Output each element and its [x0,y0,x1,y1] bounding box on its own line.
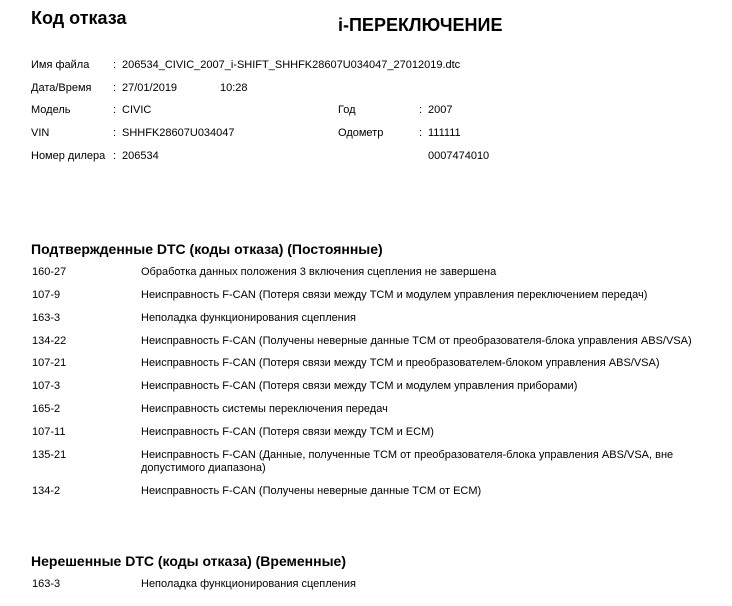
model-colon: : [113,104,117,116]
time-value: 10:28 [220,82,248,94]
dtc-code: 135-21 [32,449,67,461]
dtc-description: Неполадка функционирования сцепления [141,312,356,324]
year-colon: : [419,104,423,116]
dtc-code: 163-3 [32,578,61,590]
pending-dtc-heading: Нерешенные DTC (коды отказа) (Временные) [31,553,346,569]
odometer-value: 111111 [428,127,461,139]
confirmed-dtc-heading: Подтвержденные DTC (коды отказа) (Постоянные) [31,241,383,257]
file-value: 206534_CIVIC_2007_i-SHIFT_SHHFK28607U034047_27012019.dtc [122,59,461,71]
dtc-code: 134-22 [32,335,67,347]
system-title: i-ПЕРЕКЛЮЧЕНИЕ [338,15,503,35]
dtc-description: Неисправность F-CAN (Данные, полученные TCM от преобразователя-блока управления ABS/VSA, вне допустимого диапазона) [141,449,674,474]
dealer-label: Номер дилера [31,150,106,162]
dtc-code: 107-3 [32,380,61,392]
dtc-code: 165-2 [32,403,61,415]
year-label: Год [338,104,356,116]
vin-label: VIN [31,127,50,139]
dtc-code: 107-21 [32,357,67,369]
dtc-description: Неисправность системы переключения передач [141,403,388,415]
dtc-description: Обработка данных положения 3 включения сцепления не завершена [141,266,497,278]
datetime-label: Дата/Время [31,82,92,94]
dtc-description: Неисправность F-CAN (Потеря связи между TCM и модулем управления приборами) [141,380,578,392]
datetime-colon: : [113,82,117,94]
dealer-colon: : [113,150,117,162]
dtc-description: Неполадка функционирования сцепления [141,578,356,590]
vin-colon: : [113,127,117,139]
year-value: 2007 [428,104,453,116]
dtc-code: 160-27 [32,266,67,278]
odometer-colon: : [419,127,423,139]
dtc-description: Неисправность F-CAN (Потеря связи между TCM и преобразователем-блоком управления ABS/VSA) [141,357,660,369]
dtc-description: Неисправность F-CAN (Потеря связи между TCM и ECM) [141,426,434,438]
dtc-code: 107-9 [32,289,61,301]
dtc-description: Неисправность F-CAN (Потеря связи между TCM и модулем управления переключением передач) [141,289,648,301]
date-value: 27/01/2019 [122,82,178,94]
dtc-code: 107-11 [32,426,66,438]
file-label: Имя файла [31,59,90,71]
dtc-description: Неисправность F-CAN (Получены неверные данные TCM от ECM) [141,485,482,497]
file-colon: : [113,59,117,71]
dealer-value: 206534 [122,150,159,162]
page-title: Код отказа [31,8,127,28]
vin-value: SHHFK28607U034047 [122,127,235,139]
dtc-description: Неисправность F-CAN (Получены неверные данные TCM от преобразователя-блока управления ABS/VSA) [141,335,692,347]
dtc-code: 134-2 [32,485,61,497]
extra-number: 0007474010 [428,150,490,162]
odometer-label: Одометр [338,127,384,139]
dtc-code: 163-3 [32,312,61,324]
model-label: Модель [31,104,71,116]
model-value: CIVIC [122,104,152,116]
